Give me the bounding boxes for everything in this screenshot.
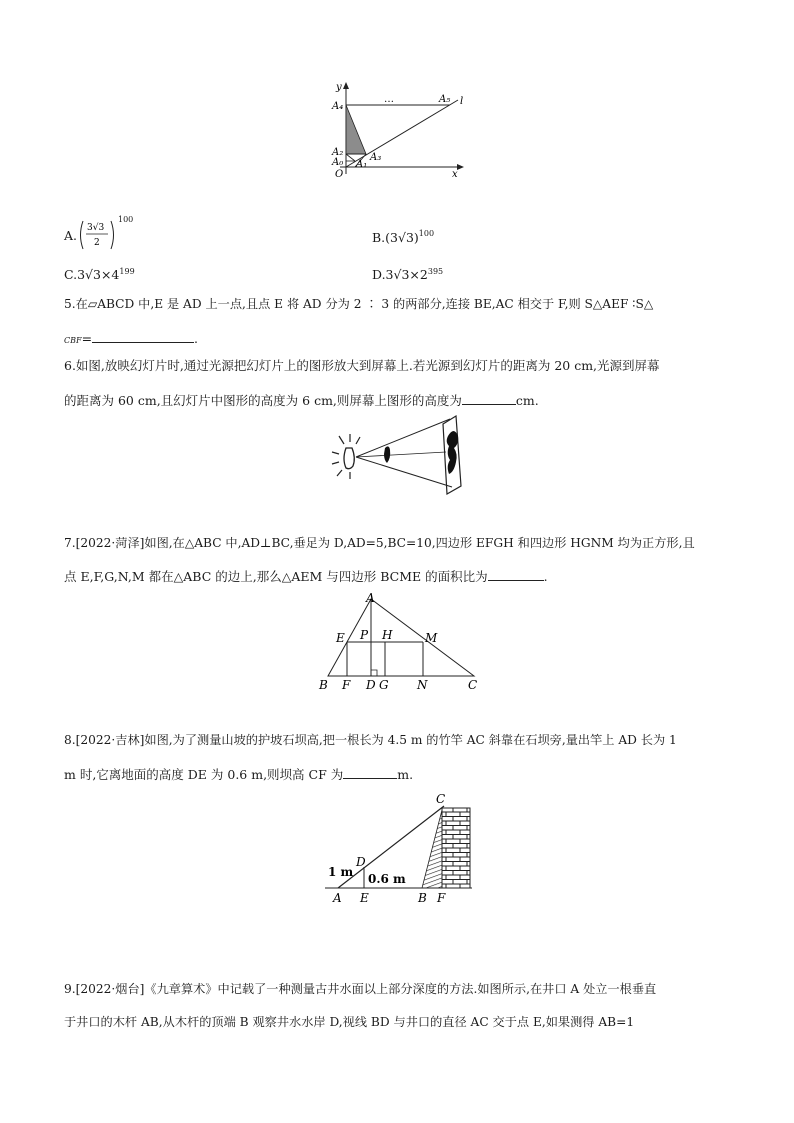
q8-line1: 8.[2022·吉林]如图,为了测量山坡的护坡石坝高,把一根长为 4.5 m 的竹竿 AC 斜靠在石坝旁,量出竿上 AD 长为 1: [64, 733, 677, 747]
q5-line2: [64, 330, 198, 346]
label-a2: A₂: [332, 147, 344, 158]
option-d[interactable]: [372, 268, 443, 282]
label-a3: A₃: [370, 152, 382, 163]
screen-image: [447, 431, 458, 474]
line-l: [346, 100, 458, 167]
triangle-abc: [328, 599, 474, 676]
q6-line1: 6.如图,放映幻灯片时,通过光源把幻灯片上的图形放大到屏幕上.若光源到幻灯片的距离为 20 cm,光源到屏幕: [64, 358, 660, 373]
q7-line2: [64, 568, 548, 584]
label-n: N: [417, 678, 428, 692]
label-a5: A₅: [439, 94, 451, 105]
q5-period: .: [194, 331, 199, 346]
label-b: B: [319, 678, 328, 692]
option-d-exponent: 395: [427, 267, 444, 276]
option-a-numerator: 3√3: [87, 223, 105, 233]
label-b: B: [418, 891, 427, 905]
label-0-6m: 0.6 m: [368, 872, 406, 886]
figure-q6-projector: [328, 414, 473, 498]
q6-line2-text: 的距离为 60 cm,且幻灯片中图形的高度为 6 cm,则屏幕上图形的高度为: [64, 393, 462, 408]
q7-answer-blank[interactable]: [488, 568, 544, 581]
option-a-fraction: [78, 218, 118, 252]
label-o: O: [335, 169, 344, 180]
label-l: l: [460, 96, 464, 107]
light-ray-lower: [356, 457, 452, 487]
q5-equals: =: [81, 331, 93, 346]
label-c: C: [468, 678, 478, 692]
label-1m: 1 m: [328, 865, 354, 879]
label-a0: A₀: [332, 157, 344, 168]
shaded-triangle: [346, 105, 366, 154]
q9-line1: 9.[2022·烟台]《九章算术》中记载了一种测量古井水面以上部分深度的方法.如图所示,在井口 A 处立一根垂直: [64, 982, 657, 996]
figure-q8-dam: [320, 790, 480, 906]
q6-unit: cm.: [515, 393, 539, 408]
label-x: x: [452, 169, 458, 180]
x-axis-arrow: [457, 164, 464, 170]
option-b-exponent: 100: [418, 229, 435, 238]
q5-subscript: CBF: [64, 336, 82, 345]
label-f: F: [342, 678, 351, 692]
label-h: H: [382, 628, 393, 642]
dam-slope: [422, 810, 442, 888]
option-c[interactable]: [64, 268, 135, 282]
q9-line2: 于井口的木杆 AB,从木杆的顶端 B 观察井水水岸 D,视线 BD 与井口的直径 AC 交于点 E,如果测得 AB=1: [64, 1015, 635, 1029]
option-a-letter: A.: [64, 228, 78, 243]
option-d-text: D.3√3×2: [372, 267, 428, 282]
label-ellipsis: …: [384, 94, 394, 105]
q5-answer-blank[interactable]: [92, 330, 194, 343]
y-axis-arrow: [343, 82, 349, 89]
q8-answer-blank[interactable]: [343, 766, 397, 779]
figure-q4-coordinate-diagram: [326, 78, 476, 180]
q6-answer-blank[interactable]: [462, 392, 516, 405]
label-p: P: [360, 628, 369, 642]
light-ray-upper: [356, 419, 450, 457]
option-b-text: B.(3√3): [372, 230, 419, 245]
q8-line2: [64, 766, 413, 782]
option-c-text: C.3√3×4: [64, 267, 120, 282]
label-g: G: [379, 678, 389, 692]
right-angle-mark: [371, 670, 377, 676]
q8-unit: m.: [397, 767, 414, 782]
label-a: A: [333, 891, 342, 905]
q7-period: .: [543, 569, 548, 584]
label-m: M: [425, 631, 438, 645]
brick-wall: [442, 808, 470, 888]
label-e: E: [360, 891, 369, 905]
slide-image: [384, 446, 390, 463]
option-a-denominator: 2: [94, 238, 100, 248]
figure-q7-triangle: [316, 590, 486, 692]
label-a1: A₁: [356, 159, 368, 170]
label-f: F: [437, 891, 446, 905]
light-ray-center: [356, 452, 446, 457]
label-e: E: [336, 631, 345, 645]
option-b[interactable]: [372, 230, 434, 245]
q5-line1: 5.在▱ABCD 中,E 是 AD 上一点,且点 E 将 AD 分为 2 ∶ 3 的两部分,连接 BE,AC 相交于 F,则 S△AEF ∶S△: [64, 297, 654, 311]
light-bulb-icon: [332, 434, 360, 479]
label-a4: A₄: [332, 101, 344, 112]
label-c: C: [436, 792, 446, 806]
segment-a1-a2: [346, 154, 355, 161]
q6-line2: [64, 392, 539, 408]
label-d: D: [356, 855, 366, 869]
q7-line2-text: 点 E,F,G,N,M 都在△ABC 的边上,那么△AEM 与四边形 BCME 的面积比为: [64, 569, 488, 584]
label-a: A: [366, 591, 375, 605]
option-c-exponent: 199: [119, 267, 135, 276]
option-a-exponent: 100: [118, 215, 134, 224]
q7-line1: 7.[2022·菏泽]如图,在△ABC 中,AD⊥BC,垂足为 D,AD=5,BC=10,四边形 EFGH 和四边形 HGNM 均为正方形,且: [64, 536, 695, 550]
q8-line2-text: m 时,它离地面的高度 DE 为 0.6 m,则坝高 CF 为: [64, 767, 344, 782]
label-d: D: [366, 678, 376, 692]
label-y: y: [336, 82, 342, 93]
